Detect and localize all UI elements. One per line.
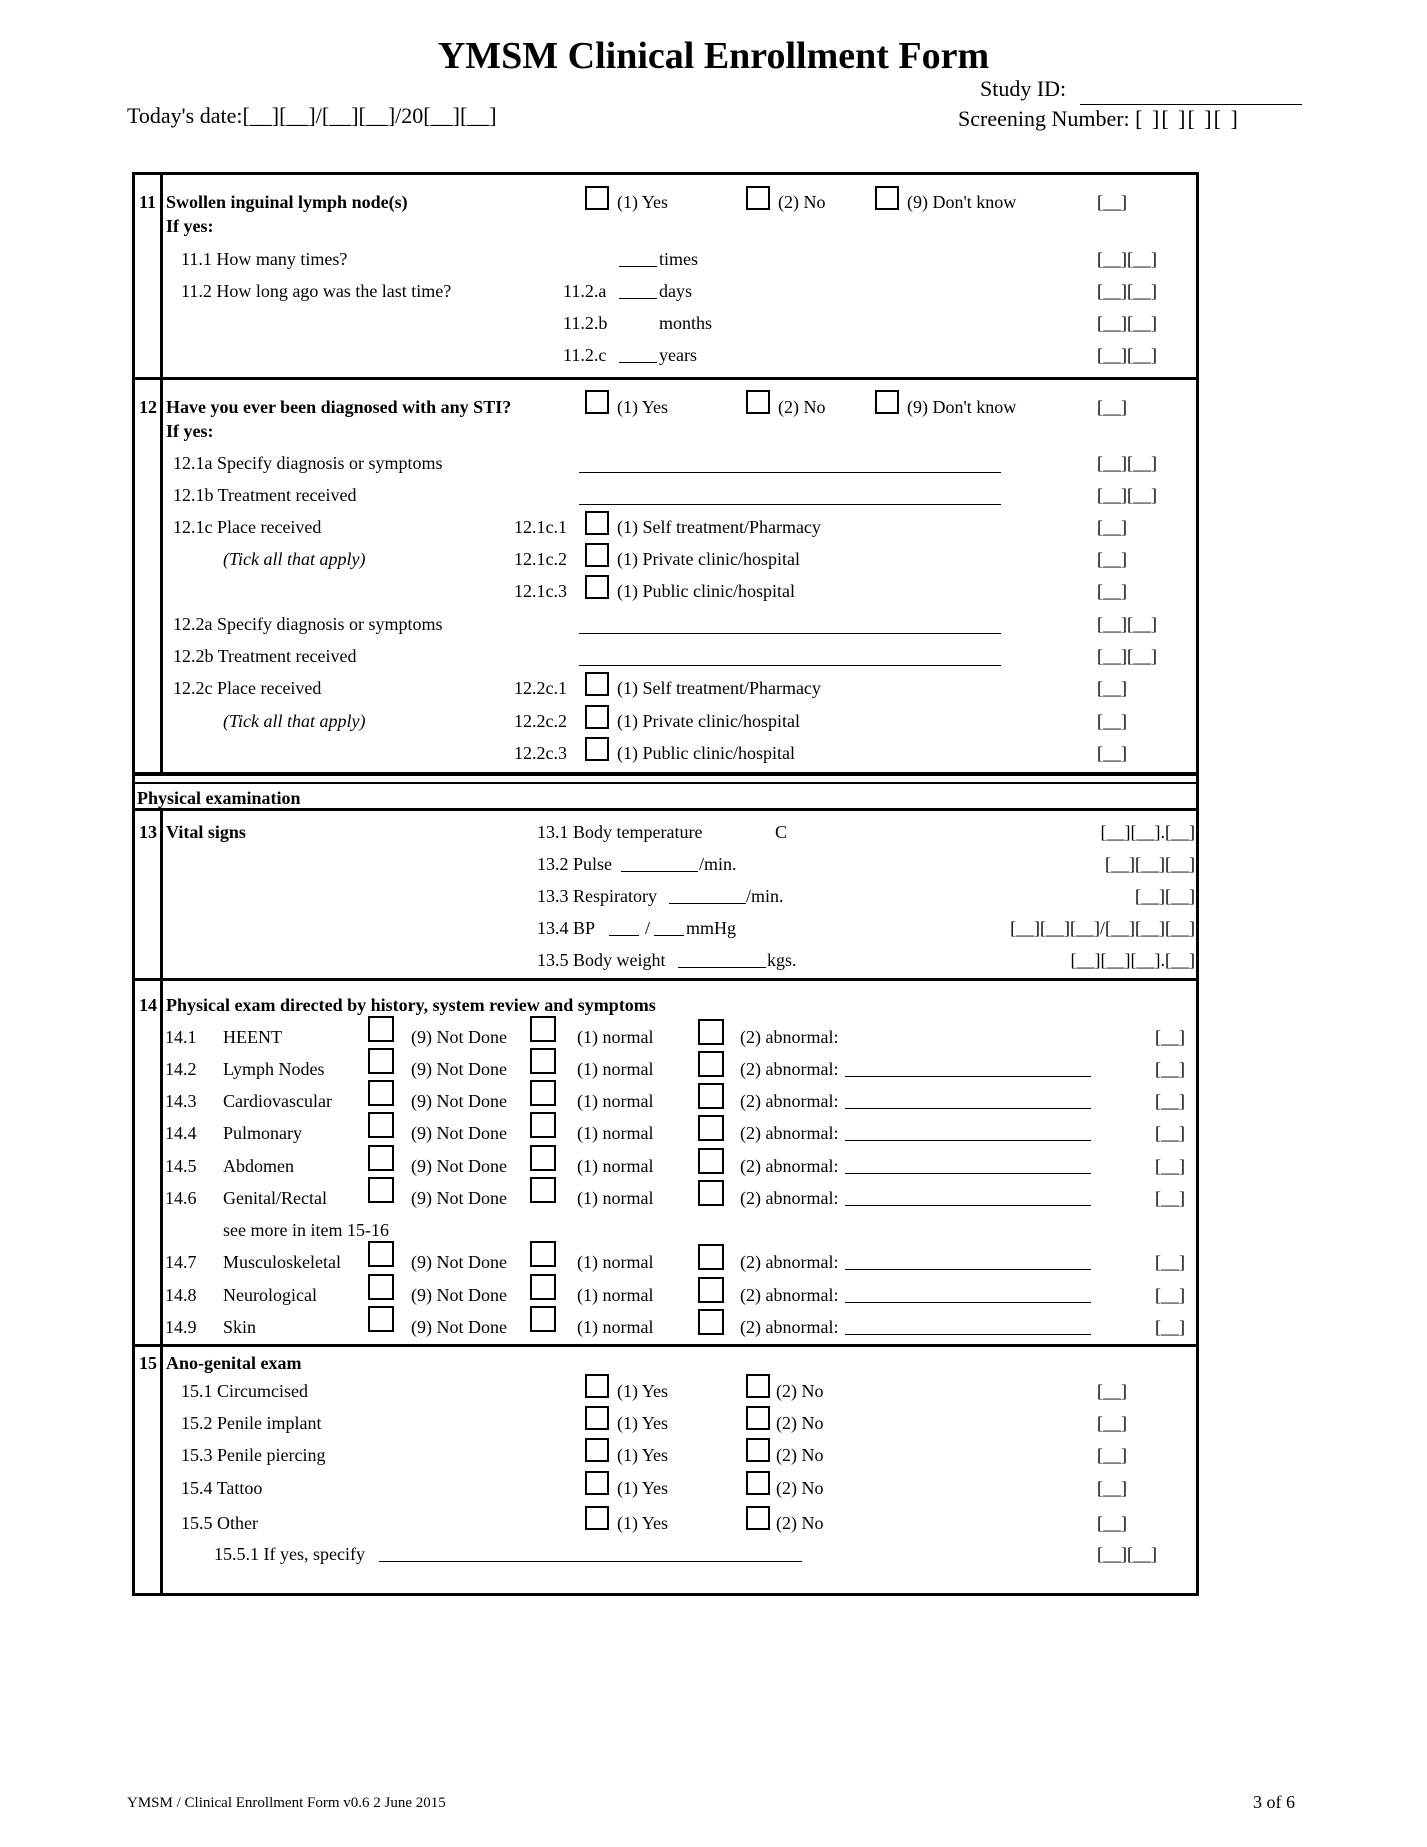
- not-done-checkbox[interactable]: [368, 1112, 394, 1138]
- code-field[interactable]: [__]: [1155, 1317, 1185, 1337]
- abnormal-details-input[interactable]: [845, 1108, 1091, 1109]
- specify-label: 15.5.1 If yes, specify: [214, 1544, 365, 1564]
- abnormal-checkbox[interactable]: [698, 1180, 724, 1206]
- dont-know-checkbox[interactable]: [875, 390, 899, 414]
- todays-date-field[interactable]: [__][__]/[__][__]/20[__][__]: [242, 103, 497, 128]
- code-field[interactable]: [__]: [1097, 1445, 1127, 1465]
- tick-all-note: (Tick all that apply): [223, 549, 366, 569]
- unit-label: /min.: [746, 886, 784, 906]
- diagnosis-input[interactable]: [579, 633, 1001, 634]
- not-done-label: (9) Not Done: [411, 1091, 507, 1111]
- self-treatment-checkbox[interactable]: [585, 511, 609, 535]
- code-field[interactable]: [__]: [1097, 1478, 1127, 1498]
- question-text: Ano-genital exam: [166, 1353, 302, 1373]
- code-field[interactable]: [__]: [1155, 1252, 1185, 1272]
- unit-label: /min.: [699, 854, 737, 874]
- abnormal-label: (2) abnormal:: [740, 1317, 839, 1337]
- code-field[interactable]: [__][__]: [1097, 453, 1157, 473]
- page-title: YMSM Clinical Enrollment Form: [437, 35, 990, 77]
- yes-label: (1) Yes: [617, 1381, 669, 1401]
- sub-id: 12.1c.2: [514, 549, 567, 569]
- option-label: (1) Private clinic/hospital: [617, 549, 800, 569]
- not-done-label: (9) Not Done: [411, 1252, 507, 1272]
- normal-label: (1) normal: [577, 1059, 654, 1079]
- normal-checkbox[interactable]: [530, 1177, 556, 1203]
- code-field[interactable]: [__]: [1155, 1188, 1185, 1208]
- row-label: 15.5 Other: [181, 1513, 258, 1533]
- normal-checkbox[interactable]: [530, 1080, 556, 1106]
- normal-checkbox[interactable]: [530, 1016, 556, 1042]
- row-separator: [132, 377, 1199, 380]
- code-field[interactable]: [__][__]: [1097, 249, 1157, 269]
- exam-id: 14.7: [165, 1252, 197, 1272]
- normal-label: (1) normal: [577, 1156, 654, 1176]
- sub-id: 12.2c.2: [514, 711, 567, 731]
- exam-id: 14.2: [165, 1059, 197, 1079]
- private-clinic-checkbox[interactable]: [585, 705, 609, 729]
- row-label: 12.2c Place received: [173, 678, 322, 698]
- no-checkbox[interactable]: [746, 1506, 770, 1530]
- abnormal-details-input[interactable]: [845, 1334, 1091, 1335]
- sub-question-label: 11.1 How many times?: [181, 249, 348, 269]
- if-yes-label: If yes:: [166, 216, 214, 236]
- no-label: (2) No: [778, 397, 826, 417]
- no-checkbox[interactable]: [746, 1406, 770, 1430]
- code-field[interactable]: [__][__]: [1097, 646, 1157, 666]
- not-done-checkbox[interactable]: [368, 1016, 394, 1042]
- abnormal-label: (2) abnormal:: [740, 1091, 839, 1111]
- unit-label: times: [659, 249, 698, 269]
- abnormal-checkbox[interactable]: [698, 1244, 724, 1270]
- abnormal-label: (2) abnormal:: [740, 1156, 839, 1176]
- option-label: (1) Public clinic/hospital: [617, 743, 795, 763]
- code-field[interactable]: [__]: [1097, 1513, 1127, 1533]
- normal-checkbox[interactable]: [530, 1112, 556, 1138]
- row-label: 15.2 Penile implant: [181, 1413, 322, 1433]
- no-label: (2) No: [776, 1445, 824, 1465]
- unit-label: months: [659, 313, 713, 333]
- sub-id: 11.2.c: [563, 345, 607, 365]
- bp-slash: /: [645, 918, 651, 938]
- code-field[interactable]: [__]: [1155, 1156, 1185, 1176]
- study-id-field[interactable]: [1080, 104, 1302, 105]
- yes-checkbox[interactable]: [585, 1506, 609, 1530]
- code-field[interactable]: [__]: [1097, 192, 1127, 212]
- exam-name: Musculoskeletal: [223, 1252, 341, 1272]
- pulse-code-field[interactable]: [__][__][__]: [1105, 854, 1195, 874]
- times-input[interactable]: [619, 266, 657, 267]
- normal-label: (1) normal: [577, 1091, 654, 1111]
- abnormal-label: (2) abnormal:: [740, 1252, 839, 1272]
- option-label: (1) Public clinic/hospital: [617, 581, 795, 601]
- footer-version: YMSM / Clinical Enrollment Form v0.6 2 June 2015: [127, 1795, 446, 1811]
- screening-number-field[interactable]: [ ][ ][ ][ ]: [1135, 106, 1240, 131]
- abnormal-checkbox[interactable]: [698, 1083, 724, 1109]
- no-checkbox[interactable]: [746, 390, 770, 414]
- code-field[interactable]: [__]: [1097, 517, 1127, 537]
- abnormal-details-input[interactable]: [845, 1302, 1091, 1303]
- days-input[interactable]: [619, 298, 657, 299]
- temperature-code-field[interactable]: [__][__].[__]: [1100, 822, 1195, 842]
- section-header-physical-examination: Physical examination: [137, 788, 301, 808]
- exam-id: 14.4: [165, 1123, 197, 1143]
- vital-label: 13.2 Pulse: [537, 854, 613, 874]
- no-label: (2) No: [776, 1381, 824, 1401]
- study-id-label: Study ID:: [980, 76, 1067, 101]
- exam-id: 14.9: [165, 1317, 197, 1337]
- not-done-label: (9) Not Done: [411, 1188, 507, 1208]
- no-checkbox[interactable]: [746, 1374, 770, 1398]
- yes-checkbox[interactable]: [585, 1471, 609, 1495]
- abnormal-checkbox[interactable]: [698, 1115, 724, 1141]
- code-field[interactable]: [__]: [1097, 711, 1127, 731]
- normal-checkbox[interactable]: [530, 1274, 556, 1300]
- option-label: (1) Self treatment/Pharmacy: [617, 678, 821, 698]
- abnormal-details-input[interactable]: [845, 1205, 1091, 1206]
- public-clinic-checkbox[interactable]: [585, 737, 609, 761]
- page-number: 3 of 6: [1253, 1792, 1295, 1812]
- public-clinic-checkbox[interactable]: [585, 575, 609, 599]
- yes-label: (1) Yes: [617, 1513, 669, 1533]
- row-label: 15.1 Circumcised: [181, 1381, 308, 1401]
- abnormal-details-input[interactable]: [845, 1140, 1091, 1141]
- normal-checkbox[interactable]: [530, 1241, 556, 1267]
- row-separator: [132, 782, 1199, 784]
- not-done-checkbox[interactable]: [368, 1048, 394, 1074]
- todays-date[interactable]: [127, 103, 497, 129]
- abnormal-checkbox[interactable]: [698, 1051, 724, 1077]
- sub-question-label: 11.2 How long ago was the last time?: [181, 281, 452, 301]
- row-separator: [132, 772, 1199, 776]
- table-left-border: [132, 172, 135, 1596]
- no-label: (2) No: [776, 1513, 824, 1533]
- sub-id: 12.1c.1: [514, 517, 567, 537]
- code-field[interactable]: [__]: [1155, 1027, 1185, 1047]
- vital-label: 13.4 BP: [537, 918, 596, 938]
- no-checkbox[interactable]: [746, 186, 770, 210]
- code-field[interactable]: [__]: [1097, 581, 1127, 601]
- treatment-input[interactable]: [579, 504, 1001, 505]
- question-number: 11: [139, 192, 157, 212]
- not-done-label: (9) Not Done: [411, 1156, 507, 1176]
- dont-know-label: (9) Don't know: [907, 192, 1017, 212]
- table-bottom-border: [132, 1593, 1199, 1596]
- code-field[interactable]: [__]: [1155, 1059, 1185, 1079]
- exam-id: 14.5: [165, 1156, 197, 1176]
- code-field[interactable]: [__]: [1155, 1091, 1185, 1111]
- specify-input[interactable]: [379, 1561, 802, 1562]
- not-done-checkbox[interactable]: [368, 1145, 394, 1171]
- respiratory-input[interactable]: [669, 903, 746, 904]
- question-number: 15: [139, 1353, 157, 1373]
- code-field[interactable]: [__][__]: [1097, 313, 1157, 333]
- if-yes-label: If yes:: [166, 421, 214, 441]
- code-field[interactable]: [__]: [1097, 1381, 1127, 1401]
- not-done-label: (9) Not Done: [411, 1123, 507, 1143]
- normal-label: (1) normal: [577, 1252, 654, 1272]
- vital-label: 13.3 Respiratory: [537, 886, 657, 906]
- question-number: 13: [139, 822, 157, 842]
- question-number: 14: [139, 995, 157, 1015]
- not-done-label: (9) Not Done: [411, 1059, 507, 1079]
- sub-id: 12.2c.1: [514, 678, 567, 698]
- row-label: 12.1b Treatment received: [173, 485, 357, 505]
- yes-label: (1) Yes: [617, 1478, 669, 1498]
- abnormal-label: (2) abnormal:: [740, 1123, 839, 1143]
- dont-know-label: (9) Don't know: [907, 397, 1017, 417]
- abnormal-checkbox[interactable]: [698, 1277, 724, 1303]
- not-done-checkbox[interactable]: [368, 1274, 394, 1300]
- yes-checkbox[interactable]: [585, 1374, 609, 1398]
- code-field[interactable]: [__]: [1097, 549, 1127, 569]
- tick-all-note: (Tick all that apply): [223, 711, 366, 731]
- exam-id: 14.1: [165, 1027, 197, 1047]
- code-field[interactable]: [__][__]: [1097, 1544, 1157, 1564]
- years-input[interactable]: [619, 362, 657, 363]
- sub-id: 12.1c.3: [514, 581, 567, 601]
- no-checkbox[interactable]: [746, 1438, 770, 1462]
- vital-label: 13.5 Body weight: [537, 950, 666, 970]
- no-checkbox[interactable]: [746, 1471, 770, 1495]
- code-field[interactable]: [__][__]: [1097, 281, 1157, 301]
- code-field[interactable]: [__]: [1097, 678, 1127, 698]
- exam-name: Abdomen: [223, 1156, 294, 1176]
- abnormal-checkbox[interactable]: [698, 1148, 724, 1174]
- yes-label: (1) Yes: [617, 1445, 669, 1465]
- exam-id: 14.8: [165, 1285, 197, 1305]
- row-separator: [132, 1344, 1199, 1347]
- screening-number-label: Screening Number:: [958, 106, 1130, 131]
- code-field[interactable]: [__][__]: [1097, 345, 1157, 365]
- normal-label: (1) normal: [577, 1188, 654, 1208]
- sub-id: 12.2c.3: [514, 743, 567, 763]
- sub-id: 11.2.b: [563, 313, 608, 333]
- number-column-divider: [160, 172, 163, 774]
- not-done-checkbox[interactable]: [368, 1080, 394, 1106]
- pulse-input[interactable]: [621, 871, 698, 872]
- abnormal-label: (2) abnormal:: [740, 1059, 839, 1079]
- code-field[interactable]: [__]: [1097, 743, 1127, 763]
- treatment-input[interactable]: [579, 665, 1001, 666]
- unit-label: kgs.: [767, 950, 797, 970]
- option-label: (1) Self treatment/Pharmacy: [617, 517, 821, 537]
- row-label: 15.4 Tattoo: [181, 1478, 263, 1498]
- self-treatment-checkbox[interactable]: [585, 672, 609, 696]
- abnormal-label: (2) abnormal:: [740, 1285, 839, 1305]
- row-label: 15.3 Penile piercing: [181, 1445, 326, 1465]
- exam-id: 14.3: [165, 1091, 197, 1111]
- normal-checkbox[interactable]: [530, 1145, 556, 1171]
- abnormal-label: (2) abnormal:: [740, 1188, 839, 1208]
- normal-label: (1) normal: [577, 1285, 654, 1305]
- not-done-label: (9) Not Done: [411, 1285, 507, 1305]
- table-top-border: [132, 172, 1199, 175]
- option-label: (1) Private clinic/hospital: [617, 711, 800, 731]
- vital-label: 13.1 Body temperature: [537, 822, 703, 842]
- bp-diastolic-input[interactable]: [654, 935, 684, 936]
- sub-id: 11.2.a: [563, 281, 607, 301]
- yes-checkbox[interactable]: [585, 1438, 609, 1462]
- exam-name: Cardiovascular: [223, 1091, 332, 1111]
- row-label: 12.1c Place received: [173, 517, 322, 537]
- no-label: (2) No: [778, 192, 826, 212]
- weight-input[interactable]: [678, 967, 766, 968]
- abnormal-details-input[interactable]: [845, 1269, 1091, 1270]
- code-field[interactable]: [__]: [1097, 397, 1127, 417]
- not-done-checkbox[interactable]: [368, 1177, 394, 1203]
- unit-label: years: [659, 345, 697, 365]
- yes-checkbox[interactable]: [585, 186, 609, 210]
- unit-label: mmHg: [686, 918, 737, 938]
- yes-checkbox[interactable]: [585, 1406, 609, 1430]
- exam-id: 14.6: [165, 1188, 197, 1208]
- exam-name: Neurological: [223, 1285, 317, 1305]
- normal-label: (1) normal: [577, 1123, 654, 1143]
- respiratory-code-field[interactable]: [__][__]: [1135, 886, 1195, 906]
- normal-checkbox[interactable]: [530, 1306, 556, 1332]
- screening-number[interactable]: [958, 106, 1240, 132]
- unit-label: C: [775, 822, 788, 842]
- abnormal-checkbox[interactable]: [698, 1019, 724, 1045]
- not-done-label: (9) Not Done: [411, 1027, 507, 1047]
- no-label: (2) No: [776, 1478, 824, 1498]
- normal-label: (1) normal: [577, 1317, 654, 1337]
- question-text: Swollen inguinal lymph node(s): [166, 192, 408, 212]
- abnormal-label: (2) abnormal:: [740, 1027, 839, 1047]
- row-label: 12.2a Specify diagnosis or symptoms: [173, 614, 443, 634]
- table-right-border: [1196, 172, 1199, 1596]
- row-separator: [132, 978, 1199, 981]
- code-field[interactable]: [__]: [1155, 1123, 1185, 1143]
- see-more-note: see more in item 15-16: [223, 1220, 389, 1240]
- unit-label: days: [659, 281, 692, 301]
- row-label: 12.1a Specify diagnosis or symptoms: [173, 453, 443, 473]
- bp-code-field[interactable]: [__][__][__]/[__][__][__]: [1010, 918, 1195, 938]
- abnormal-details-input[interactable]: [845, 1076, 1091, 1077]
- private-clinic-checkbox[interactable]: [585, 543, 609, 567]
- todays-date-label: Today's date:: [127, 103, 243, 128]
- exam-name: Pulmonary: [223, 1123, 302, 1143]
- bp-systolic-input[interactable]: [609, 935, 639, 936]
- not-done-checkbox[interactable]: [368, 1306, 394, 1332]
- question-text: Have you ever been diagnosed with any STI?: [166, 397, 512, 417]
- diagnosis-input[interactable]: [579, 472, 1001, 473]
- exam-name: Genital/Rectal: [223, 1188, 327, 1208]
- yes-label: (1) Yes: [617, 397, 669, 417]
- yes-checkbox[interactable]: [585, 390, 609, 414]
- no-label: (2) No: [776, 1413, 824, 1433]
- row-label: 12.2b Treatment received: [173, 646, 357, 666]
- code-field[interactable]: [__]: [1155, 1285, 1185, 1305]
- exam-name: Lymph Nodes: [223, 1059, 325, 1079]
- exam-name: Skin: [223, 1317, 257, 1337]
- yes-label: (1) Yes: [617, 192, 669, 212]
- abnormal-checkbox[interactable]: [698, 1309, 724, 1335]
- number-column-divider: [160, 810, 163, 1595]
- abnormal-details-input[interactable]: [845, 1173, 1091, 1174]
- code-field[interactable]: [__][__]: [1097, 485, 1157, 505]
- question-text: Vital signs: [166, 822, 246, 842]
- question-number: 12: [139, 397, 157, 417]
- not-done-checkbox[interactable]: [368, 1241, 394, 1267]
- dont-know-checkbox[interactable]: [875, 186, 899, 210]
- question-text: Physical exam directed by history, system review and symptoms: [166, 995, 656, 1015]
- yes-label: (1) Yes: [617, 1413, 669, 1433]
- not-done-label: (9) Not Done: [411, 1317, 507, 1337]
- normal-checkbox[interactable]: [530, 1048, 556, 1074]
- code-field[interactable]: [__][__]: [1097, 614, 1157, 634]
- code-field[interactable]: [__]: [1097, 1413, 1127, 1433]
- exam-name: HEENT: [223, 1027, 282, 1047]
- normal-label: (1) normal: [577, 1027, 654, 1047]
- weight-code-field[interactable]: [__][__][__].[__]: [1070, 950, 1195, 970]
